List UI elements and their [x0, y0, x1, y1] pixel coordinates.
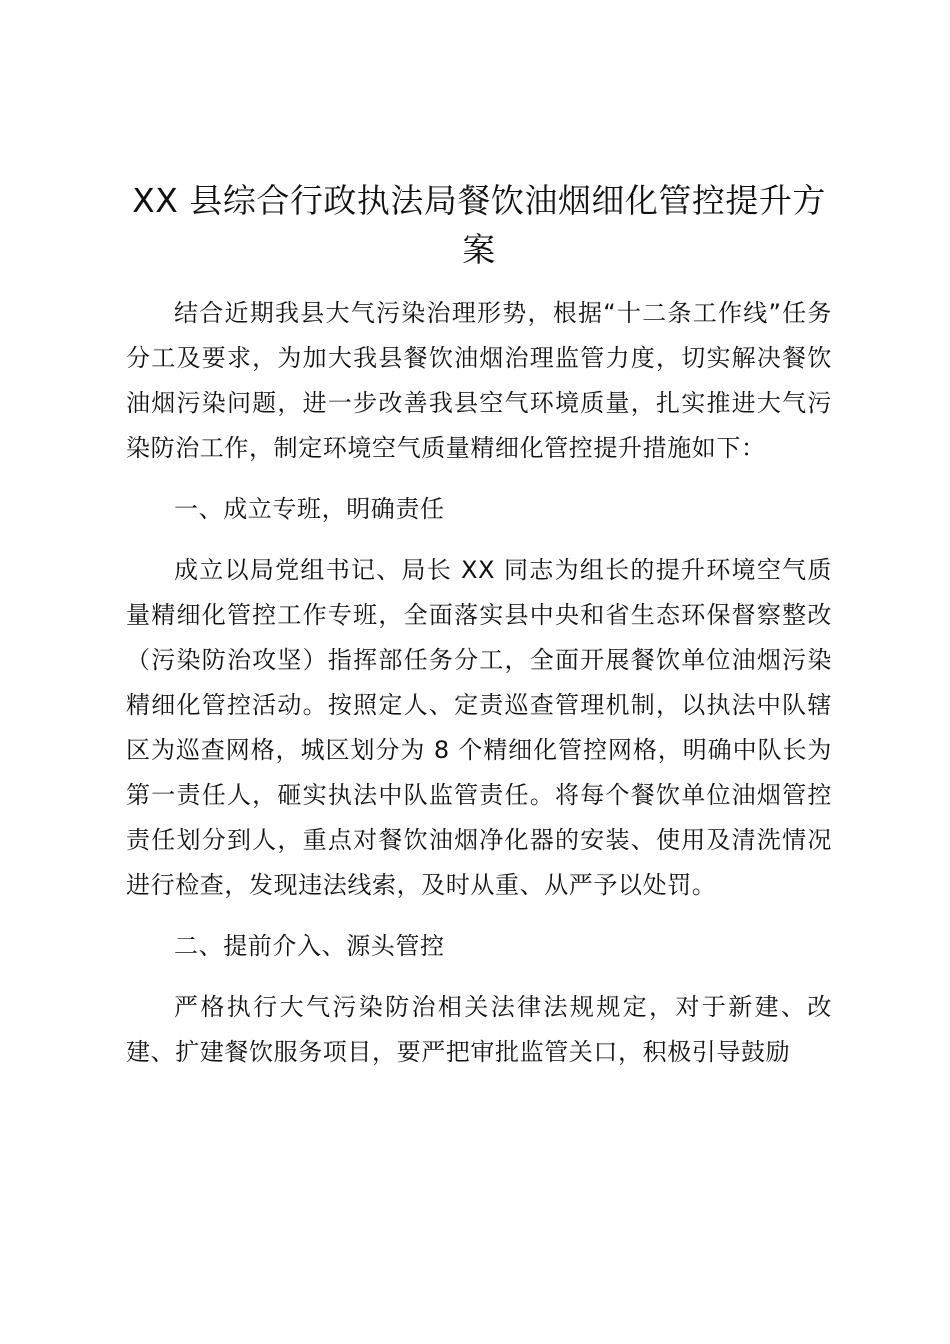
section-2-heading: 二、提前介入、源头管控: [174, 932, 445, 960]
document-page: [126, 176, 832, 1075]
section-2-paragraph: 严格执行大气污染防治相关法律法规规定，对于新建、改建、扩建餐饮服务项目，要严把审批监管关口，积极引导鼓励: [126, 993, 832, 1066]
document-title: XX 县综合行政执法局餐饮油烟细化管控提升方案: [132, 181, 826, 269]
intro-paragraph: 结合近期我县大气污染治理形势，根据“十二条工作线”任务分工及要求，为加大我县餐饮油烟治理监管力度，切实解决餐饮油烟污染问题，进一步改善我县空气环境质量，扎实推进大气污染防治工作，制定环境空气质量精细化管控提升措施如下：: [126, 299, 832, 462]
section-1-paragraph: 成立以局党组书记、局长 XX 同志为组长的提升环境空气质量精细化管控工作专班，全面落实县中央和省生态环保督察整改（污染防治攻坚）指挥部任务分工，全面开展餐饮单位油烟污染精细化管控活动。按照定人、定责巡查管理机制，以执法中队辖区为巡查网格，城区划分为 8 个精细化管控网格，明确中队长为第一责任人，砸实执法中队监管责任。将每个餐饮单位油烟管控责任划分到人，重点对餐饮油烟净化器的安装、使用及清洗情况进行检查，发现违法线索，及时从重、从严予以处罚。: [126, 556, 832, 899]
section-1-heading: 一、成立专班，明确责任: [174, 495, 445, 523]
